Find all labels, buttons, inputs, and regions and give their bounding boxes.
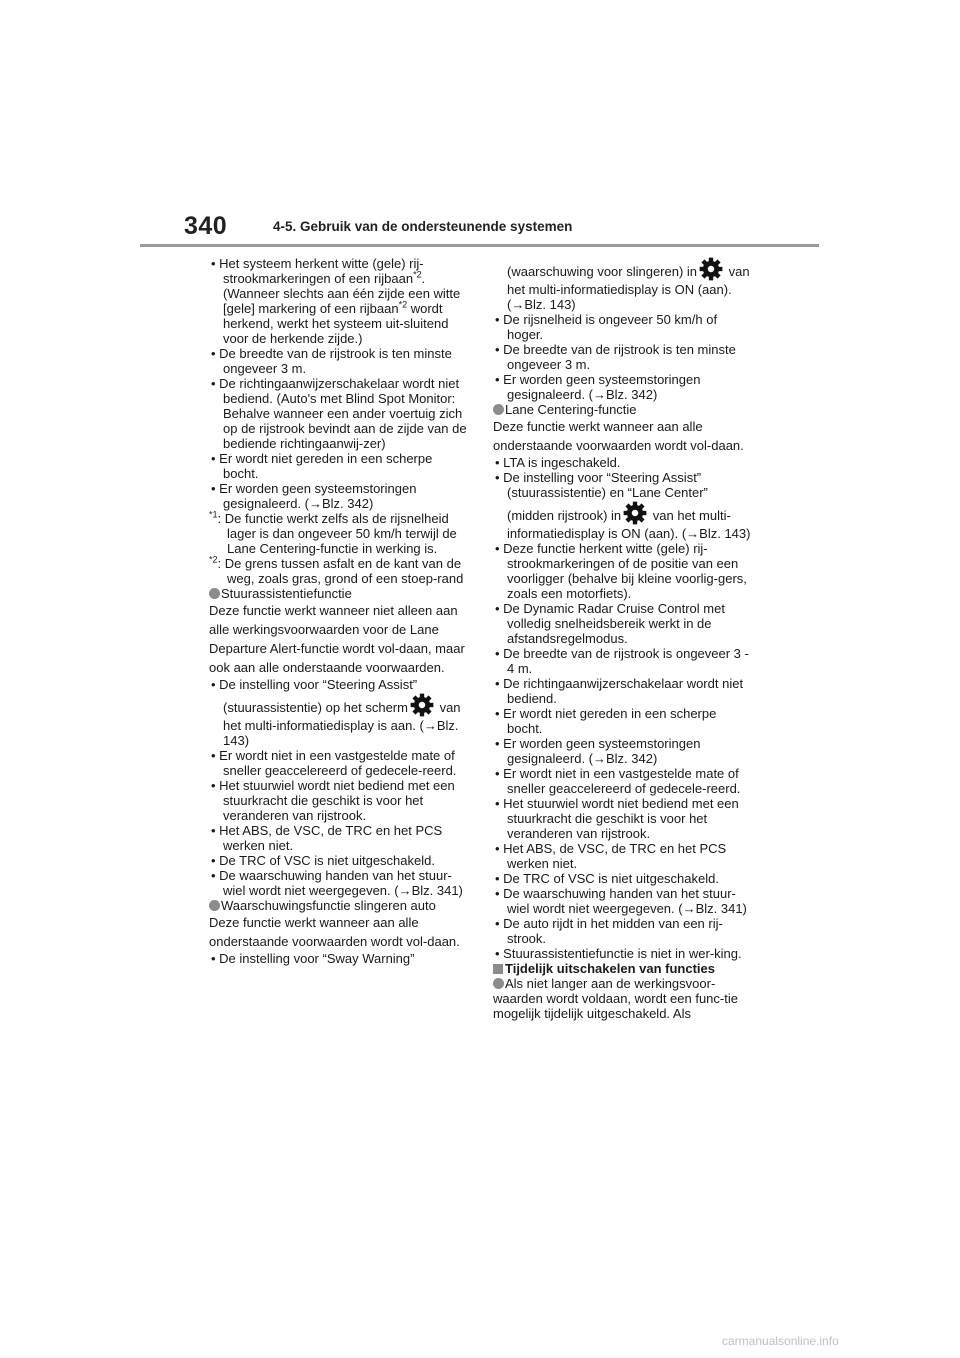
list-item-text: • Er wordt niet gereden in een scherpe bocht. <box>211 451 433 481</box>
section-title: 4-5. Gebruik van de ondersteunende systemen <box>273 219 573 234</box>
heading-text: Als niet langer aan de werkingsvoor-waarden wordt voldaan, wordt een func-tie mogelijk tijdelijk uitgeschakeld. Als <box>493 976 738 1021</box>
footnote-text: : De functie werkt zelfs als de rijsnelheid lager is dan ongeveer 50 km/h terwijl de Lane Centering-functie in werking is. <box>217 511 457 556</box>
heading-text: Waarschuwingsfunctie slingeren auto <box>221 898 436 913</box>
section-heading <box>209 898 469 913</box>
list-item <box>209 346 469 376</box>
list-item-text: van het multi-informatiedisplay is ON (aan). (→Blz. 143) <box>507 508 751 541</box>
list-item-text: • Er wordt niet gereden in een scherpe bocht. <box>495 706 717 736</box>
list-item-text: • De waarschuwing handen van het stuur-wiel wordt niet weergegeven. (→Blz. 341) <box>211 868 463 898</box>
list-item <box>493 766 755 796</box>
list-item-text: • Het systeem herkent witte (gele) rij-strookmarkeringen of een rijbaan <box>211 256 424 286</box>
list-item-text: • De TRC of VSC is niet uitgeschakeld. <box>211 853 435 868</box>
list-item <box>493 736 755 766</box>
gear-icon <box>409 692 435 718</box>
gear-icon <box>698 256 724 282</box>
list-item <box>493 886 755 916</box>
list-item-text: • Stuurassistentiefunctie is niet in wer-king. <box>495 946 742 961</box>
list-item-text: • De instelling voor “Steering Assist” (stuurassistentie) en “Lane Center” (midden rijstrook) in <box>495 470 708 523</box>
list-item-text: • Het stuurwiel wordt niet bediend met een stuurkracht die geschikt is voor het veranderen van rijstrook. <box>495 796 739 841</box>
bullet-dot-icon <box>209 900 220 911</box>
list-item-text: • Er wordt niet in een vastgestelde mate of sneller geaccelereerd of gedecele-reerd. <box>495 766 741 796</box>
list-item <box>493 342 755 372</box>
list-item-text: • De instelling voor “Sway Warning” <box>211 951 415 966</box>
paragraph-text: Deze functie werkt wanneer aan alle onderstaande voorwaarden wordt vol-daan. <box>209 915 460 949</box>
list-item <box>493 916 755 946</box>
list-item <box>209 748 469 778</box>
left-column <box>209 256 469 966</box>
list-item <box>493 455 755 470</box>
paragraph <box>209 913 469 951</box>
heading-text: Stuurassistentiefunctie <box>221 586 352 601</box>
list-item-text: • De TRC of VSC is niet uitgeschakeld. <box>495 871 719 886</box>
list-item <box>209 481 469 511</box>
list-item-text: (waarschuwing voor slingeren) in <box>507 264 698 279</box>
list-item-text: van het multi-informatiedisplay is aan. (→Blz. 143) <box>223 700 461 748</box>
list-item <box>493 706 755 736</box>
watermark: carmanualsonline.info <box>722 1334 839 1348</box>
list-item-text: van het multi-informatiedisplay is ON (aan). (→Blz. 143) <box>507 264 750 312</box>
section-heading <box>493 976 755 1021</box>
list-item-text: • De richtingaanwijzerschakelaar wordt niet bediend. (Auto's met Blind Spot Monitor: Behalve wanneer een ander voertuig zich op de rijstrook bevindt aan de zijde van de bediende richtingaanwij-zer) <box>211 376 467 451</box>
list-item <box>493 946 755 961</box>
list-item <box>209 951 469 966</box>
list-item <box>493 796 755 841</box>
paragraph-text: Deze functie werkt wanneer niet alleen aan alle werkingsvoorwaarden voor de Lane Departure Alert-functie wordt vol-daan, maar ook aan alle onderstaande voorwaarden. <box>209 603 465 675</box>
list-item-text: • Het ABS, de VSC, de TRC en het PCS werken niet. <box>495 841 727 871</box>
list-item-text: • Er worden geen systeemstoringen gesignaleerd. (→Blz. 342) <box>495 736 701 766</box>
gear-icon <box>622 500 648 526</box>
list-item <box>493 646 755 676</box>
header-rule <box>140 244 819 247</box>
right-column <box>493 256 755 1021</box>
list-item <box>209 451 469 481</box>
list-item <box>209 853 469 868</box>
list-item <box>209 868 469 898</box>
list-item-text: • De rijsnelheid is ongeveer 50 km/h of hoger. <box>495 312 718 342</box>
list-item <box>493 470 755 541</box>
bullet-dot-icon <box>209 588 220 599</box>
footnote-text: : De grens tussen asfalt en de kant van de weg, zoals gras, grond of een stoep-rand <box>217 556 464 586</box>
list-item-text: • Het stuurwiel wordt niet bediend met een stuurkracht die geschikt is voor het veranderen van rijstrook. <box>211 778 455 823</box>
list-item <box>493 256 755 312</box>
list-item <box>209 823 469 853</box>
paragraph <box>493 417 755 455</box>
list-item-text: • Er worden geen systeemstoringen gesignaleerd. (→Blz. 342) <box>211 481 417 511</box>
footnote <box>209 556 469 586</box>
list-item-text: • De richtingaanwijzerschakelaar wordt niet bediend. <box>495 676 744 706</box>
list-item-text: • De instelling voor “Steering Assist” (stuurassistentie) op het scherm <box>211 677 418 715</box>
list-item <box>209 376 469 451</box>
list-item <box>493 676 755 706</box>
section-heading <box>209 586 469 601</box>
list-item <box>209 256 469 346</box>
list-item-text: • De breedte van de rijstrook is ten minste ongeveer 3 m. <box>211 346 452 376</box>
subsection-heading <box>493 961 755 976</box>
list-item-text: • De waarschuwing handen van het stuur-wiel wordt niet weergegeven. (→Blz. 341) <box>495 886 747 916</box>
list-item-text: • De breedte van de rijstrook is ten minste ongeveer 3 m. <box>495 342 736 372</box>
list-item <box>493 841 755 871</box>
list-item-text: • Deze functie herkent witte (gele) rij-strookmarkeringen of de positie van een voorligger (behalve bij kleine voorlig-gers, zoals een motorfiets). <box>495 541 747 601</box>
list-item-text: • LTA is ingeschakeld. <box>495 455 621 470</box>
list-item-text: • Er worden geen systeemstoringen gesignaleerd. (→Blz. 342) <box>495 372 701 402</box>
list-item-text: • De breedte van de rijstrook is ongeveer 3 - 4 m. <box>495 646 749 676</box>
list-item <box>493 372 755 402</box>
list-item <box>209 778 469 823</box>
list-item <box>209 677 469 748</box>
list-item <box>493 871 755 886</box>
list-item-text: • Er wordt niet in een vastgestelde mate of sneller geaccelereerd of gedecele-reerd. <box>211 748 457 778</box>
bullet-dot-icon <box>493 978 504 989</box>
list-item-text: wordt herkend, werkt het systeem uit-sluitend voor de herkende zijde.) <box>223 301 449 346</box>
bullet-dot-icon <box>493 404 504 415</box>
list-item <box>493 601 755 646</box>
page-number: 340 <box>184 212 228 240</box>
footnote-ref: *2 <box>398 299 408 310</box>
list-item <box>493 312 755 342</box>
list-item <box>493 541 755 601</box>
footnote <box>209 511 469 556</box>
list-item-text: • De Dynamic Radar Cruise Control met volledig snelheidsbereik werkt in de afstandsregelmodus. <box>495 601 725 646</box>
footnote-mark: *1 <box>209 509 218 520</box>
footnote-ref: *2 <box>413 269 422 280</box>
section-heading <box>493 402 755 417</box>
list-item-text: • De auto rijdt in het midden van een rij-strook. <box>495 916 723 946</box>
paragraph <box>209 601 469 677</box>
heading-text: Lane Centering-functie <box>505 402 637 417</box>
square-bullet-icon <box>493 964 503 974</box>
list-item-text: • Het ABS, de VSC, de TRC en het PCS werken niet. <box>211 823 443 853</box>
footnote-mark: *2 <box>209 554 218 565</box>
heading-text: Tijdelijk uitschakelen van functies <box>505 961 715 976</box>
list-item-text: . (Wanneer slechts aan één zijde een witte [gele] markering of een rijbaan <box>223 271 461 316</box>
paragraph-text: Deze functie werkt wanneer aan alle onderstaande voorwaarden wordt vol-daan. <box>493 419 744 453</box>
